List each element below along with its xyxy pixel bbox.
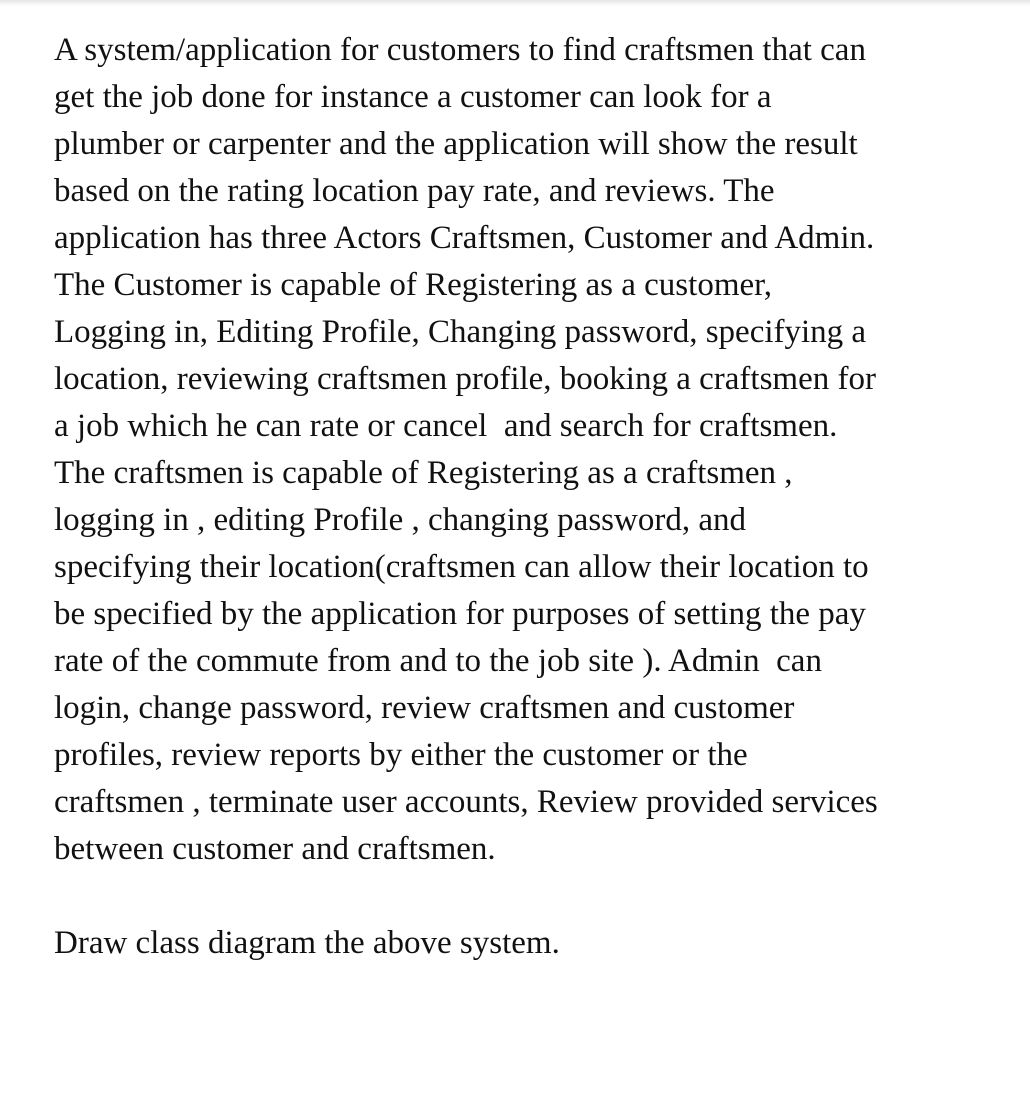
text-line: get the job done for instance a customer can look for a [54,79,772,115]
text-line: login, change password, review craftsmen and customer [54,690,795,726]
text-line: logging in , editing Profile , changing password, and [54,502,746,538]
document-body [54,27,994,967]
text-line: specifying their location(craftsmen can allow their location to [54,549,869,585]
text-line: between customer and craftsmen. [54,831,496,867]
text-line: application has three Actors Craftsmen, Customer and Admin. [54,220,875,256]
text-line: profiles, review reports by either the customer or the [54,737,748,773]
page-top-edge [0,0,1030,6]
paragraph-gap [54,873,994,920]
text-line: based on the rating location pay rate, and reviews. The [54,173,775,209]
text-line: The craftsmen is capable of Registering as a craftsmen , [54,455,793,491]
text-line: rate of the commute from and to the job site ). Admin can [54,643,822,679]
text-line: The Customer is capable of Registering as a customer, [54,267,773,303]
text-line: A system/application for customers to find craftsmen that can [54,32,866,68]
text-line: be specified by the application for purposes of setting the pay [54,596,866,632]
text-line: Logging in, Editing Profile, Changing password, specifying a [54,314,867,350]
problem-description [54,27,994,873]
text-line: a job which he can rate or cancel and search for craftsmen. [54,408,838,444]
text-line: plumber or carpenter and the application will show the result [54,126,858,162]
text-line: craftsmen , terminate user accounts, Review provided services [54,784,878,820]
text-line: location, reviewing craftsmen profile, booking a craftsmen for [54,361,876,397]
question-text: Draw class diagram the above system. [54,925,560,961]
